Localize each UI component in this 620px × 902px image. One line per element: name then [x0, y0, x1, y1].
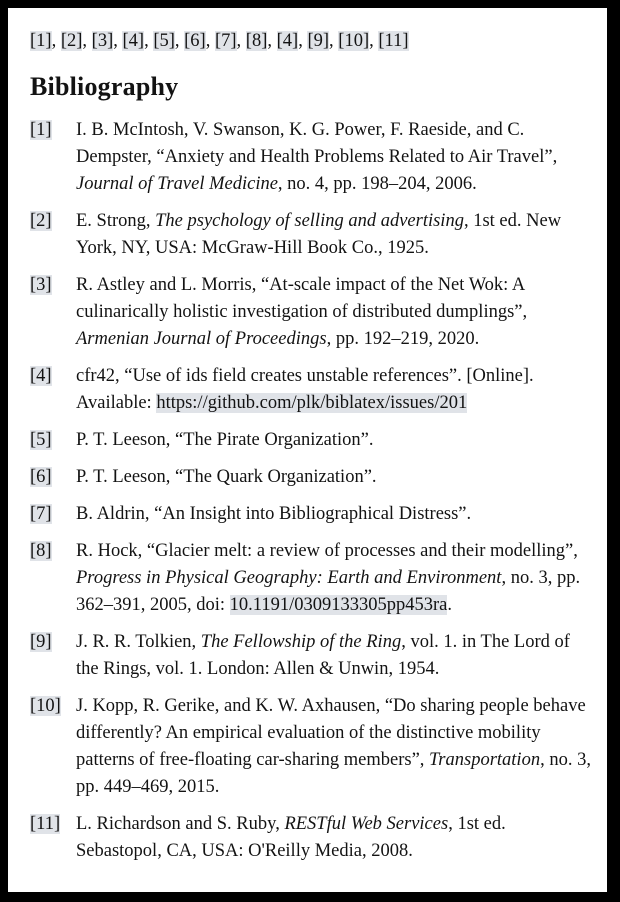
plain-text: R. Astley and L. Morris, “At-scale impact of the Net Wok: A culinarically holistic investigation of distributed dumplings”, — [76, 275, 528, 322]
entry-label-cell — [30, 272, 76, 353]
plain-text: J. Kopp, R. Gerike, and K. W. Axhausen, “Do sharing people behave differently? An empirical evaluation of the distinctive mobility patterns of free-floating car-sharing members”, — [76, 696, 586, 770]
citation-separator: , — [174, 31, 185, 51]
entry-text — [76, 811, 592, 865]
plain-text: P. T. Leeson, “The Quark Organization”. — [76, 467, 377, 487]
citation-link[interactable]: [6] — [184, 31, 206, 51]
external-link[interactable]: https://github.com/plk/biblatex/issues/201 — [156, 393, 468, 413]
entry-label[interactable]: [10] — [30, 696, 61, 716]
entry-label-cell — [30, 693, 76, 801]
citation-link[interactable]: [7] — [214, 31, 237, 51]
bibliography-list — [30, 117, 592, 865]
citation-link[interactable]: [2] — [60, 31, 83, 51]
italic-title: The psychology of selling and advertising — [155, 211, 464, 231]
entry-text — [76, 501, 592, 528]
entry-label[interactable]: [8] — [30, 541, 52, 561]
entry-text — [76, 464, 592, 491]
entry-label-cell — [30, 464, 76, 491]
citation-separator: , — [205, 31, 215, 51]
italic-title: RESTful Web Services — [284, 814, 449, 834]
citation-separator: , — [51, 31, 61, 51]
citation-separator: , — [236, 31, 246, 51]
plain-text: , pp. 192–219, 2020. — [326, 329, 480, 349]
citation-link[interactable]: [8] — [245, 31, 268, 51]
entry-label[interactable]: [1] — [30, 120, 52, 140]
bibliography-entry — [30, 363, 592, 417]
entry-label[interactable]: [9] — [30, 632, 52, 652]
italic-title: Progress in Physical Geography: Earth and Environment — [76, 568, 502, 588]
citation-link[interactable]: [5] — [153, 31, 175, 51]
citation-link[interactable]: [9] — [307, 31, 330, 51]
citation-link[interactable]: [1] — [30, 31, 52, 51]
plain-text: P. T. Leeson, “The Pirate Organization”. — [76, 430, 374, 450]
entry-label-cell — [30, 208, 76, 262]
page-title: Bibliography — [30, 72, 179, 101]
bibliography-entry — [30, 272, 592, 353]
entry-text — [76, 363, 592, 417]
citation-link[interactable]: [10] — [338, 31, 370, 51]
entry-label[interactable]: [7] — [30, 504, 52, 524]
citation-separator: , — [113, 31, 123, 51]
bibliography-entry — [30, 117, 592, 198]
citation-separator: , — [144, 31, 154, 51]
plain-text: B. Aldrin, “An Insight into Bibliographical Distress”. — [76, 504, 472, 524]
bibliography-entry — [30, 538, 592, 619]
italic-title: Armenian Journal of Proceedings — [76, 329, 327, 349]
entry-label-cell — [30, 501, 76, 528]
entry-label[interactable]: [2] — [30, 211, 52, 231]
entry-text — [76, 538, 592, 619]
pdf-page — [8, 8, 607, 892]
citation-separator: , — [82, 31, 92, 51]
citation-line — [30, 28, 592, 55]
bibliography-entry — [30, 464, 592, 491]
plain-text: L. Richardson and S. Ruby, — [76, 814, 285, 834]
entry-label[interactable]: [11] — [30, 814, 61, 834]
plain-text: . — [447, 595, 452, 615]
entry-text — [76, 117, 592, 198]
plain-text: , 1st ed. New York, NY, USA: McGraw-Hill Book Co., 1925. — [76, 211, 562, 258]
entry-label[interactable]: [6] — [30, 467, 52, 487]
entry-label[interactable]: [3] — [30, 275, 52, 295]
plain-text: I. B. McIntosh, V. Swanson, K. G. Power, F. Raeside, and C. Dempster, “Anxiety and Health Problems Related to Air Travel”, — [76, 120, 558, 167]
entry-text — [76, 629, 592, 683]
entry-label[interactable]: [4] — [30, 366, 52, 386]
entry-text — [76, 427, 592, 454]
citation-link[interactable]: [4] — [122, 31, 145, 51]
plain-text: R. Hock, “Glacier melt: a review of processes and their modelling”, — [76, 541, 578, 561]
citation-link[interactable]: [3] — [91, 31, 114, 51]
plain-text: , vol. 1. in The Lord of the Rings, vol. 1. London: Allen & Unwin, 1954. — [76, 632, 570, 679]
citation-separator: , — [298, 31, 308, 51]
plain-text: , no. 3, pp. 362–391, 2005, doi: — [76, 568, 581, 615]
entry-label-cell — [30, 117, 76, 198]
entry-label-cell — [30, 427, 76, 454]
bibliography-entry — [30, 693, 592, 801]
bibliography-entry — [30, 208, 592, 262]
entry-text — [76, 693, 592, 801]
italic-title: The Fellowship of the Ring — [200, 632, 402, 652]
entry-label-cell — [30, 811, 76, 865]
citation-link[interactable]: [4] — [276, 31, 299, 51]
bibliography-entry — [30, 427, 592, 454]
plain-text: , no. 3, pp. 449–469, 2015. — [76, 750, 591, 797]
italic-title: Journal of Travel Medicine — [76, 174, 278, 194]
plain-text: , 1st ed. Sebastopol, CA, USA: O'Reilly Media, 2008. — [76, 814, 506, 861]
plain-text: , no. 4, pp. 198–204, 2006. — [277, 174, 477, 194]
citation-separator: , — [329, 31, 339, 51]
entry-text — [76, 208, 592, 262]
plain-text: cfr42, “Use of ids field creates unstable references”. [Online]. Available: — [76, 366, 534, 413]
italic-title: Transportation — [429, 750, 541, 770]
citation-separator: , — [267, 31, 277, 51]
plain-text: J. R. R. Tolkien, — [76, 632, 201, 652]
entry-label-cell — [30, 629, 76, 683]
bibliography-entry — [30, 811, 592, 865]
entry-label-cell — [30, 363, 76, 417]
bibliography-entry — [30, 501, 592, 528]
citation-link[interactable]: [11] — [378, 31, 409, 51]
entry-text — [76, 272, 592, 353]
entry-label-cell — [30, 538, 76, 619]
plain-text: E. Strong, — [76, 211, 156, 231]
entry-label[interactable]: [5] — [30, 430, 52, 450]
bibliography-entry — [30, 629, 592, 683]
external-link[interactable]: 10.1191/0309133305pp453ra — [229, 595, 448, 615]
citation-separator: , — [369, 31, 379, 51]
